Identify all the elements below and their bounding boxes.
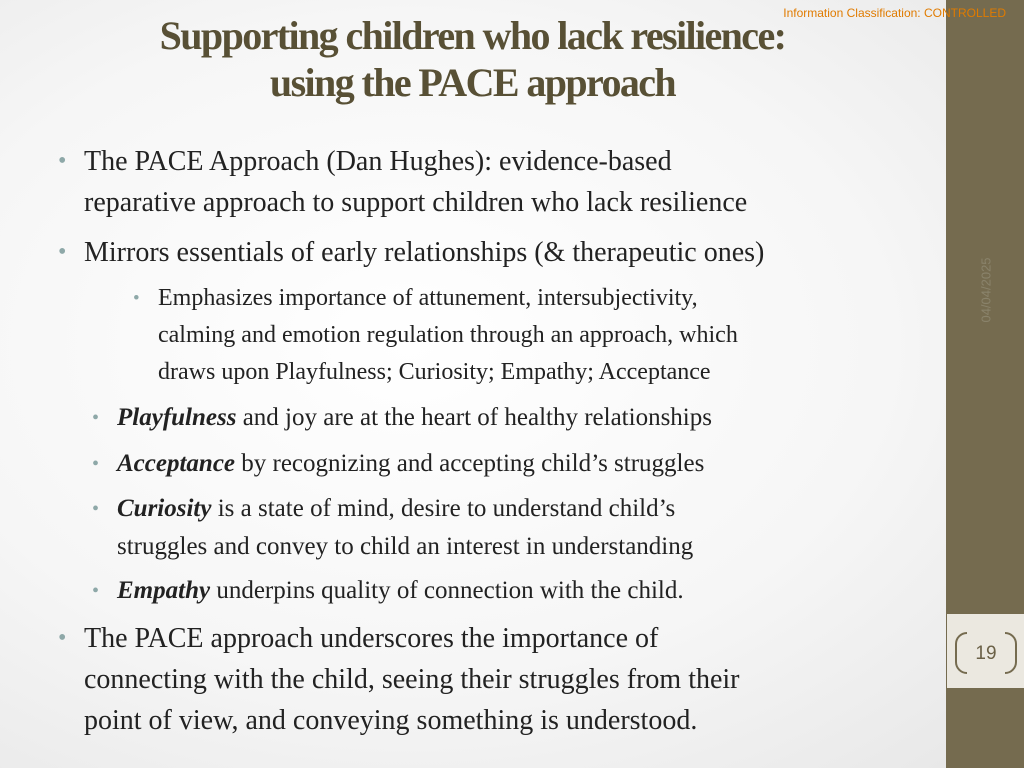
page-number-bracket bbox=[955, 632, 1017, 674]
bullet-rest: underpins quality of connection with the child. bbox=[210, 577, 684, 604]
bullet-text: point of view, and conveying something is understood. bbox=[84, 705, 698, 736]
term-acceptance: Acceptance bbox=[117, 450, 236, 477]
bullet-marker: • bbox=[92, 453, 100, 475]
bullet-text: The PACE Approach (Dan Hughes): evidence-based bbox=[84, 146, 672, 177]
bullet-text: connecting with the child, seeing their struggles from their bbox=[84, 664, 740, 695]
bullet-text: The PACE approach underscores the importance of bbox=[84, 623, 659, 654]
bullet-text: Mirrors essentials of early relationships (& therapeutic ones) bbox=[84, 237, 765, 268]
bullet-rest: and joy are at the heart of healthy relationships bbox=[236, 404, 712, 431]
bullet-text: reparative approach to support children who lack resilience bbox=[84, 187, 748, 218]
bullet-marker: • bbox=[58, 239, 67, 265]
term-curiosity: Curiosity bbox=[117, 495, 212, 522]
bullet-text bbox=[117, 490, 675, 528]
page-number: 19 bbox=[975, 643, 997, 664]
bullet-marker: • bbox=[92, 498, 100, 520]
bullet-marker: • bbox=[92, 580, 100, 602]
term-empathy: Empathy bbox=[117, 577, 211, 604]
date-text: 04/04/2025 bbox=[978, 257, 994, 323]
bullet-text bbox=[117, 572, 684, 610]
bullet-marker: • bbox=[58, 148, 67, 174]
bullet-rest: by recognizing and accepting child’s struggles bbox=[235, 450, 705, 477]
bullet-text: calming and emotion regulation through an approach, which bbox=[158, 322, 738, 348]
bullet-text: draws upon Playfulness; Curiosity; Empathy; Acceptance bbox=[158, 359, 711, 385]
bullet-text: struggles and convey to child an interest in understanding bbox=[117, 533, 694, 560]
bullet-marker: • bbox=[92, 407, 100, 429]
bullet-marker: • bbox=[58, 625, 67, 651]
title-line-2: using the PACE approach bbox=[269, 60, 676, 105]
classification-label: Information Classification: CONTROLLED bbox=[783, 6, 1006, 20]
title-line-1: Supporting children who lack resilience: bbox=[159, 13, 786, 58]
bullet-text bbox=[117, 445, 704, 483]
bullet-text bbox=[117, 399, 712, 437]
term-playfulness: Playfulness bbox=[117, 404, 237, 431]
bullet-text: Emphasizes importance of attunement, intersubjectivity, bbox=[158, 285, 698, 311]
bullet-rest: is a state of mind, desire to understand child’s bbox=[211, 495, 676, 522]
bullet-marker: • bbox=[133, 288, 140, 309]
